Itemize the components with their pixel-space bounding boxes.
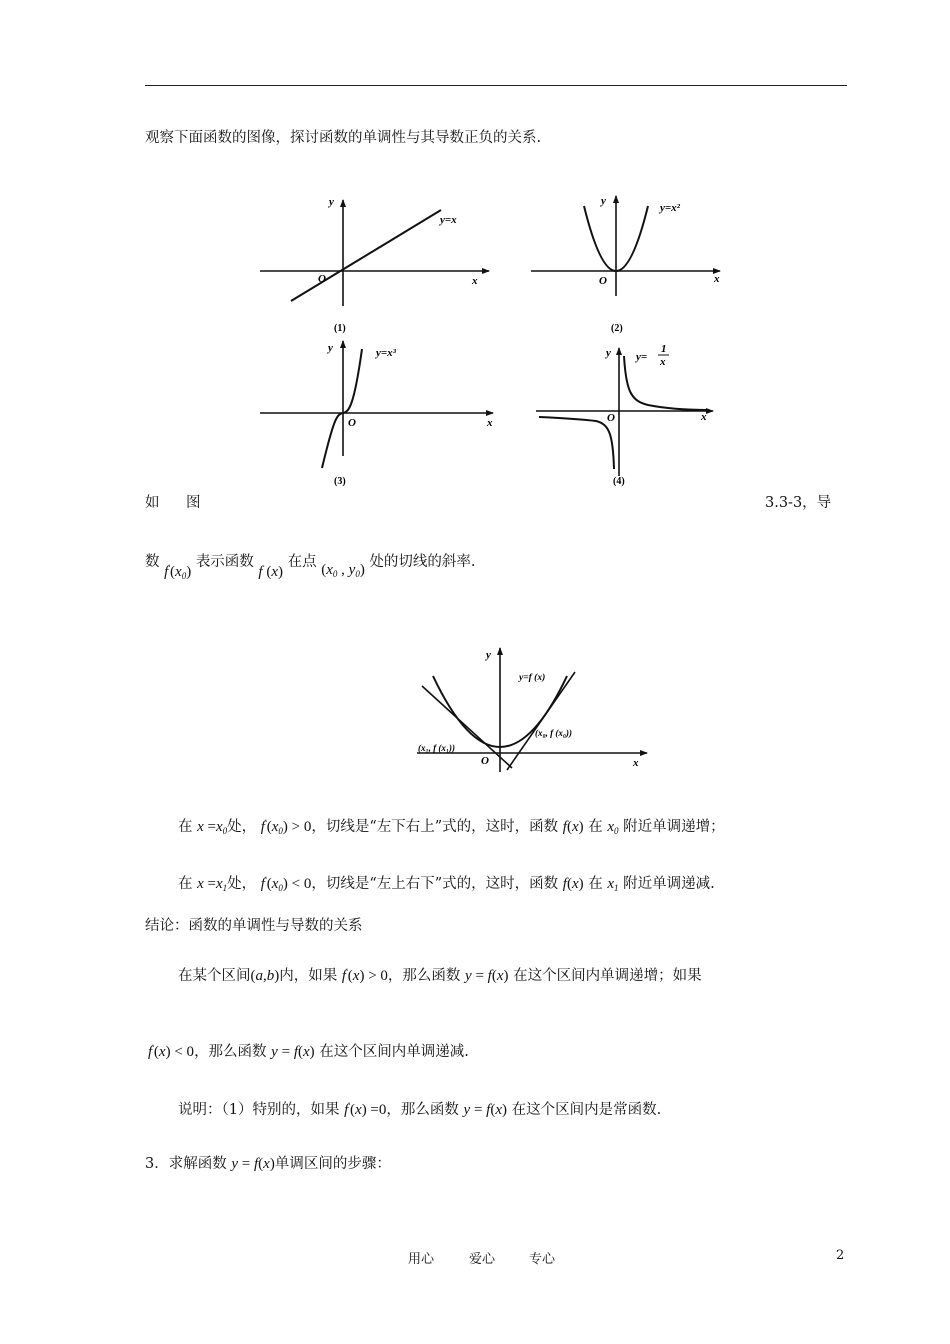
origin-label: O xyxy=(599,275,607,287)
intro-text: 观察下面函数的图像，探讨函数的单调性与其导数正负的关系. xyxy=(145,130,542,146)
y-axis-label: y xyxy=(328,342,333,354)
function-label-denominator: x xyxy=(660,356,666,368)
cubic-curve xyxy=(322,349,362,468)
header-rule xyxy=(145,85,847,86)
footer-item-2: 爱心 xyxy=(469,1252,496,1267)
function-label: y=x³ xyxy=(376,347,396,359)
curve-label: y=f (x) xyxy=(519,673,546,683)
function-label: y=x² xyxy=(660,202,680,214)
function-label: y=x xyxy=(440,214,457,226)
x-axis-label: x xyxy=(701,411,707,423)
x-axis-label: x xyxy=(714,273,720,285)
hyperbola-left-branch xyxy=(539,417,614,469)
panel-caption: (1) xyxy=(334,323,346,334)
function-graphs-figure xyxy=(236,186,736,496)
y-axis-label: y xyxy=(601,195,606,207)
figure-ref-ru: 如 xyxy=(145,495,160,511)
y-axis-label: y xyxy=(329,196,334,208)
panel-caption: (2) xyxy=(611,323,623,334)
point-x0-label: (x₀, f (x₀)) xyxy=(535,728,573,738)
decreasing-paragraph: 在 $x =x_1$处， $f'(x_0) < 0$，切线是“左上右下”式的，这时，函数 f(x) 在 $x_1$ 附近单调递减. xyxy=(178,875,715,893)
increasing-paragraph: 在 $x =x_0$处， $f'(x_0) > 0$，切线是“左下右上”式的，这时，函数 f(x) 在 $x_0$ 附近单调递增； xyxy=(178,818,725,836)
point-x1-label: (x₁, f (x₁)) xyxy=(418,743,456,753)
x-axis-label: x xyxy=(487,417,493,429)
conclusion-title: 结论：函数的单调性与导数的关系 xyxy=(145,918,363,934)
footer-item-3: 专心 xyxy=(529,1252,556,1267)
step-3-heading: 3．求解函数 y = f(x)单调区间的步骤： xyxy=(145,1156,391,1172)
graph-panel-2 xyxy=(531,195,720,334)
x-axis-label: x xyxy=(633,757,639,769)
function-fx: f (x) xyxy=(258,564,284,580)
x-axis-label: x xyxy=(472,275,478,287)
linear-curve xyxy=(291,210,441,301)
origin-label: O xyxy=(318,273,326,285)
origin-label: O xyxy=(607,412,615,424)
panel-caption: (4) xyxy=(613,476,625,487)
figure-ref-tu: 图 xyxy=(186,495,201,511)
function-label-prefix: y= xyxy=(636,351,648,363)
graph-panel-4 xyxy=(536,343,713,487)
tangent-lines-figure xyxy=(415,642,655,777)
rule-paragraph: 在某个区间(a,b)内，如果 f′(x) > 0，那么函数 y = f(x) 在这个区间内单调递增；如果 xyxy=(178,967,702,984)
figure-ref-number: 3.3-3，导 xyxy=(765,495,832,511)
panel-caption: (3) xyxy=(334,476,346,487)
note-paragraph: 说明：（1）特别的，如果 f′(x) =0，那么函数 y = f(x) 在这个区间内是常函数. xyxy=(178,1101,662,1118)
derivative-f-prime-x0: $f'(x_0)$ xyxy=(164,563,192,581)
page-number: 2 xyxy=(836,1248,845,1263)
y-axis-label: y xyxy=(606,347,611,359)
footer-item-1: 用心 xyxy=(408,1252,435,1267)
hyperbola-right-branch xyxy=(624,356,708,410)
origin-label: O xyxy=(348,417,356,429)
rule-paragraph-continued: f′(x) < 0，那么函数 y = f(x) 在这个区间内单调递减. xyxy=(148,1043,469,1060)
tangent-line-x1 xyxy=(422,686,512,768)
origin-label: O xyxy=(481,755,489,767)
y-axis-label: y xyxy=(486,649,491,661)
graph-panel-1 xyxy=(260,196,489,334)
function-label-numerator: 1 xyxy=(661,343,667,355)
tangent-line-x0 xyxy=(507,672,575,770)
graph-panel-3 xyxy=(260,341,493,487)
point-x0-y0: ($x_0$ , $y_0$) xyxy=(321,562,365,579)
derivative-meaning-line: 数 $f'(x_0)$ 表示函数 f (x) 在点 ($x_0$ , $y_0$) 处的切线的斜率. xyxy=(145,554,476,581)
